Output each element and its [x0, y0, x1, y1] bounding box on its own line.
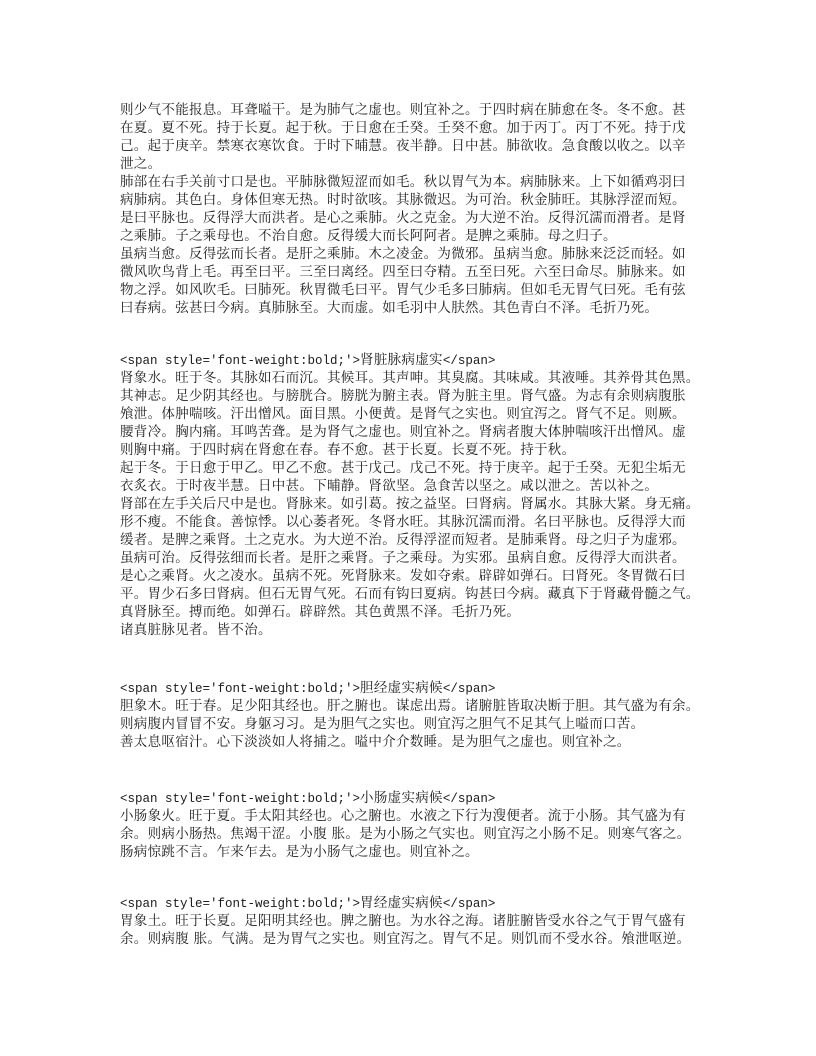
- text-line: 诸真脏脉见者。皆不治。: [120, 622, 272, 638]
- section-gallbladder: [120, 679, 710, 751]
- text-line: 余。则病腹 胀。气满。是为胃气之实也。则宜泻之。胃气不足。则饥而不受水谷。飧泄呕逆。: [120, 931, 691, 947]
- section-heading: [120, 351, 710, 369]
- text-line: 腰背冷。胸内痛。耳鸣苦聋。是为肾气之虚也。则宜补之。肾病者腹大体肿喘咳汗出憎风。虚: [120, 424, 686, 440]
- text-line: 善太息呕宿汁。心下淡淡如人将捕之。嗌中介介数睡。是为胆气之虚也。则宜补之。: [120, 734, 631, 750]
- heading-close: </span>: [442, 682, 496, 696]
- text-line: 是曰平脉也。反得浮大而洪者。是心之乘肺。火之克金。为大逆不治。反得沉濡而滑者。是肾: [120, 210, 686, 226]
- heading-close: </span>: [442, 792, 496, 806]
- section-small-intestine: [120, 789, 710, 861]
- text-line: 肾象水。旺于冬。其脉如石而沉。其候耳。其声呻。其臭腐。其味咸。其液唾。其养骨其色黑。: [120, 370, 700, 386]
- heading-open: <span style='font-weight:bold;'>: [120, 682, 361, 696]
- text-line: 余。则病小肠热。焦竭干涩。小腹 胀。是为小肠之气实也。则宜泻之小肠不足。则寒气客之。: [120, 826, 691, 842]
- text-line: 其神志。足少阴其经也。与膀胱合。膀胱为腑主表。肾为脏主里。肾气盛。为志有余则病腹胀: [120, 388, 686, 404]
- heading-text: 肾脏脉病虚实: [360, 352, 443, 368]
- section-heading: [120, 679, 710, 697]
- text-line: 缓者。是脾之乘肾。土之克水。为大逆不治。反得浮涩而短者。是肺乘肾。母之归子为虚邪。: [120, 532, 686, 548]
- section-lung-text: [120, 101, 710, 317]
- text-line: 虽病当愈。反得弦而长者。是肝之乘肺。木之凌金。为微邪。虽病当愈。肺脉来泛泛而轻。如: [120, 246, 686, 262]
- heading-text: 胆经虚实病候: [360, 680, 443, 696]
- text-line: 肺部在右手关前寸口是也。平肺脉微短涩而如毛。秋以胃气为本。病肺脉来。上下如循鸡羽曰: [120, 174, 686, 190]
- text-line: 平。胃少石多曰肾病。但石无胃气死。石而有钩曰夏病。钩甚曰今病。藏真下于肾藏骨髓之气。: [120, 586, 700, 602]
- text-line: 胃象土。旺于长夏。足阳明其经也。脾之腑也。为水谷之海。诸脏腑皆受水谷之气于胃气盛有: [120, 913, 686, 929]
- heading-open: <span style='font-weight:bold;'>: [120, 792, 361, 806]
- heading-close: </span>: [442, 354, 496, 368]
- text-line: 起于冬。于日愈于甲乙。甲乙不愈。甚于戊己。戊己不死。持于庚辛。起于壬癸。无犯尘垢无: [120, 460, 686, 476]
- text-line: 飧泄。体肿喘咳。汗出憎风。面目黑。小便黄。是肾气之实也。则宜泻之。肾气不足。则厥。: [120, 406, 686, 422]
- text-line: 胆象木。旺于春。足少阳其经也。肝之腑也。谋虑出焉。诸腑脏皆取决断于胆。其气盛为有余。: [120, 698, 700, 714]
- text-line: 则胸中痛。于四时病在肾愈在春。春不愈。甚于长夏。长夏不死。持于秋。: [120, 442, 576, 458]
- text-line: 肾部在左手关后尺中是也。肾脉来。如引葛。按之益坚。曰肾病。肾属水。其脉大紧。身无痛。: [120, 496, 700, 512]
- text-line: 之乘肺。子之乘母也。不治自愈。反得缓大而长阿阿者。是脾之乘肺。母之归子。: [120, 228, 617, 244]
- text-line: 肠病惊跳不言。乍来乍去。是为小肠气之虚也。则宜补之。: [120, 844, 479, 860]
- text-line: 曰春病。弦甚曰今病。真肺脉至。大而虚。如毛羽中人肤然。其色青白不泽。毛折乃死。: [120, 300, 659, 316]
- heading-close: </span>: [442, 897, 496, 911]
- text-line: 是心之乘肾。火之凌水。虽病不死。死肾脉来。发如夺索。辟辟如弹石。曰肾死。冬胃微石曰: [120, 568, 686, 584]
- text-line: 形不瘦。不能食。善惊悸。以心萎者死。冬肾水旺。其脉沉濡而滑。名曰平脉也。反得浮大而: [120, 514, 686, 530]
- section-heading: [120, 894, 710, 912]
- text-line: 在夏。夏不死。持于长夏。起于秋。于日愈在壬癸。壬癸不愈。加于丙丁。丙丁不死。持于戊: [120, 120, 686, 136]
- text-line: 己。起于庚辛。禁寒衣寒饮食。于时下晡慧。夜半静。日中甚。肺欲收。急食酸以收之。以辛: [120, 138, 686, 154]
- section-kidney: [120, 351, 710, 639]
- heading-text: 小肠虚实病候: [360, 790, 443, 806]
- heading-open: <span style='font-weight:bold;'>: [120, 354, 361, 368]
- text-line: 则病腹内冒冒不安。身躯习习。是为胆气之实也。则宜泻之胆气不足其气上嗌而口苦。: [120, 716, 645, 732]
- section-stomach: [120, 894, 710, 948]
- text-line: 衣炙衣。于时夜半慧。日中甚。下晡静。肾欲坚。急食苦以坚之。咸以泄之。苦以补之。: [120, 478, 659, 494]
- text-line: 物之浮。如风吹毛。曰肺死。秋胃微毛曰平。胃气少毛多曰肺病。但如毛无胃气曰死。毛有弦: [120, 282, 686, 298]
- text-line: 微风吹鸟背上毛。再至曰平。三至曰离经。四至曰夺精。五至曰死。六至曰命尽。肺脉来。如: [120, 264, 686, 280]
- text-line: 真肾脉至。搏而绝。如弹石。辟辟然。其色黄黑不泽。毛折乃死。: [120, 604, 521, 620]
- text-line: 病肺病。其色白。身体但寒无热。时时欲咳。其脉微迟。为可治。秋金肺旺。其脉浮涩而短。: [120, 192, 686, 208]
- text-line: 则少气不能报息。耳聋嗌干。是为肺气之虚也。则宜补之。于四时病在肺愈在冬。冬不愈。甚: [120, 102, 686, 118]
- section-heading: [120, 789, 710, 807]
- text-line: 虽病可治。反得弦细而长者。是肝之乘肾。子之乘母。为实邪。虽病自愈。反得浮大而洪者。: [120, 550, 686, 566]
- text-line: 小肠象火。旺于夏。手太阳其经也。心之腑也。水液之下行为溲便者。流于小肠。其气盛为有: [120, 808, 686, 824]
- heading-open: <span style='font-weight:bold;'>: [120, 897, 361, 911]
- text-line: 泄之。: [120, 156, 162, 172]
- heading-text: 胃经虚实病候: [360, 895, 443, 911]
